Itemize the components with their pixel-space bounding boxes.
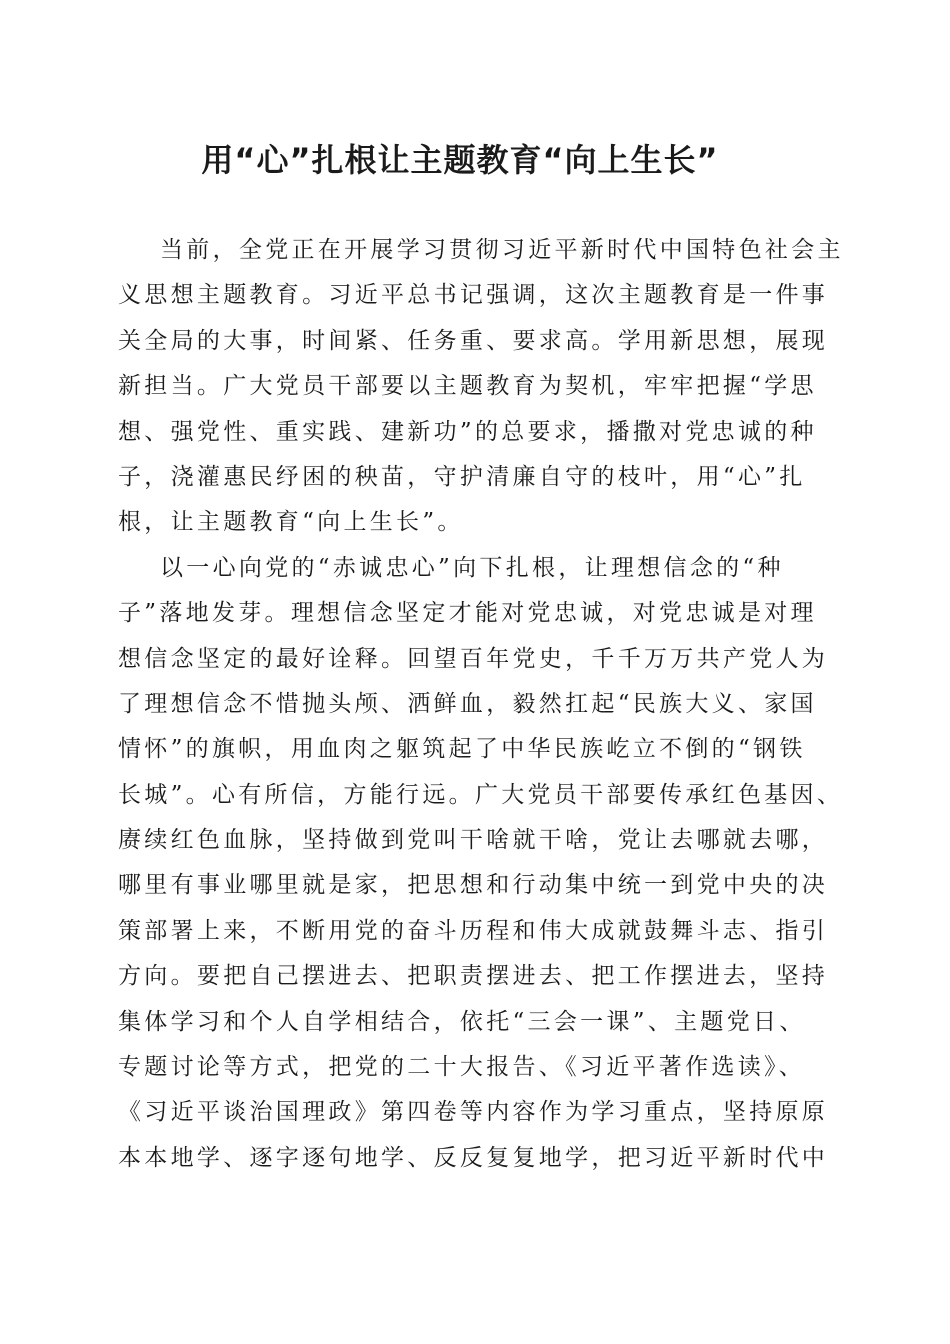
paragraph-1-line-5: 想、强党性、重实践、建新功”的总要求，播撒对党忠诚的种 [118,418,817,445]
paragraph-2-line-11: 集体学习和个人自学相结合，依托“三会一课”、主题党日、 [118,1008,806,1035]
paragraph-1-line-7: 根，让主题教育“向上生长”。 [118,509,464,536]
document-title: 用“心”扎根让主题教育“向上生长” [201,141,719,179]
paragraph-1-line-1: 当前，全党正在开展学习贯彻习近平新时代中国特色社会主 [160,237,844,263]
paragraph-1-line-6: 子，浇灌惠民纾困的秧苗，守护清廉自守的枝叶，用“心”扎 [118,463,806,490]
paragraph-2-line-4: 了理想信念不惜抛头颅、洒鲜血，毅然扛起“民族大义、家国 [118,690,817,717]
paragraph-2-line-8: 哪里有事业哪里就是家，把思想和行动集中统一到党中央的决 [118,872,829,899]
document-body [118,228,844,1181]
paragraph-1-line-4: 新担当。广大党员干部要以主题教育为契机，牢牢把握“学思 [118,373,817,400]
paragraph-2-line-14: 本本地学、逐字逐句地学、反反复复地学，把习近平新时代中 [118,1144,829,1171]
paragraph-2-line-2: 子”落地发芽。理想信念坚定才能对党忠诚，对党忠诚是对理 [118,600,817,627]
paragraph-1-line-2: 义思想主题教育。习近平总书记强调，这次主题教育是一件事 [118,282,829,309]
paragraph-2-line-9: 策部署上来，不断用党的奋斗历程和伟大成就鼓舞斗志、指引 [118,917,829,944]
paragraph-2-line-1: 以一心向党的“赤诚忠心”向下扎根，让理想信念的“种 [160,554,784,581]
paragraph-2-line-13: 《习近平谈治国理政》第四卷等内容作为学习重点，坚持原原 [118,1099,829,1126]
paragraph-2-line-7: 赓续红色血脉，坚持做到党叫干啥就干啥，党让去哪就去哪， [118,827,829,854]
paragraph-2-line-6: 长城”。心有所信，方能行远。广大党员干部要传承红色基因、 [118,781,844,808]
paragraph-2-line-10: 方向。要把自己摆进去、把职责摆进去、把工作摆进去，坚持 [118,963,829,990]
paragraph-2-line-3: 想信念坚定的最好诠释。回望百年党史，千千万万共产党人为 [118,645,829,672]
paragraph-2-line-5: 情怀”的旗帜，用血肉之躯筑起了中华民族屹立不倒的“钢铁 [118,736,806,763]
paragraph-1-line-3: 关全局的大事，时间紧、任务重、要求高。学用新思想，展现 [118,327,829,354]
paragraph-2-line-12: 专题讨论等方式，把党的二十大报告、《习近平著作选读》、 [118,1054,806,1081]
